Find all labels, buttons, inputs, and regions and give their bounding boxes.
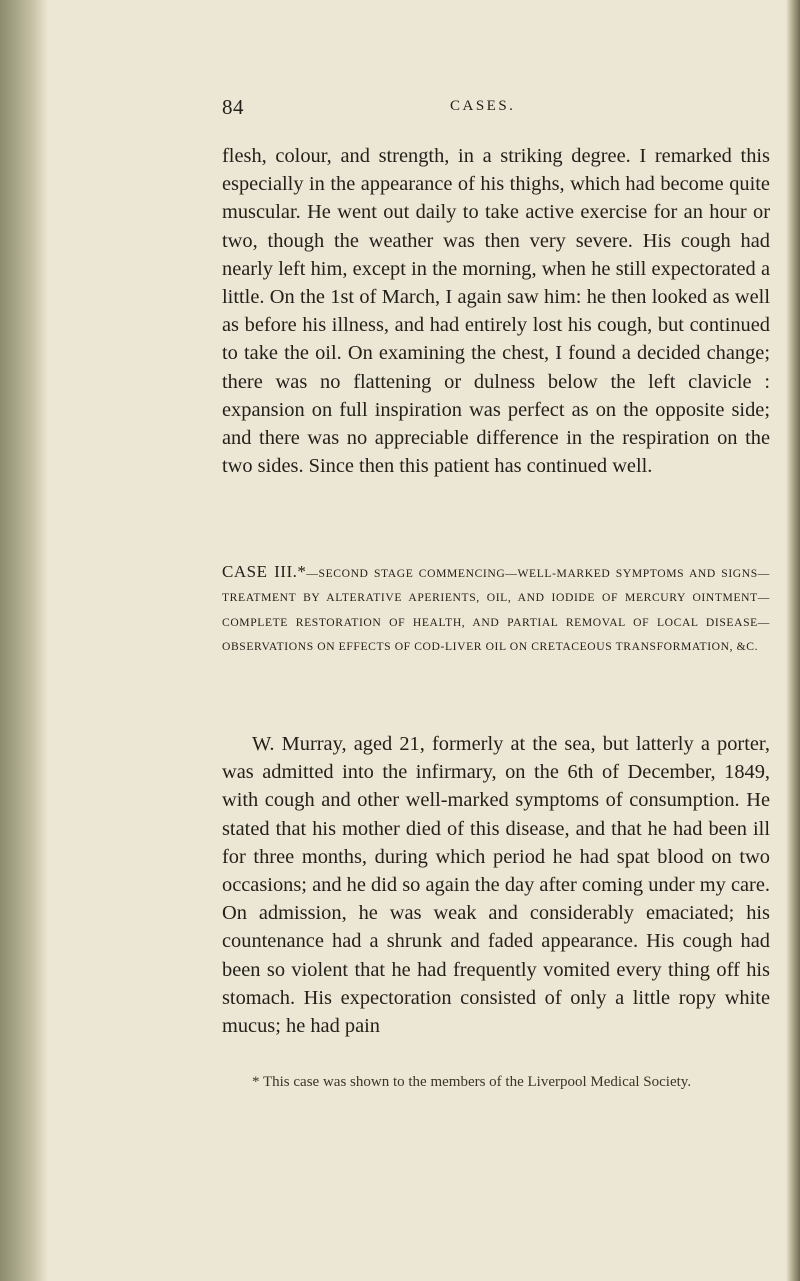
running-head: CASES. [450,98,516,114]
page-edge-shadow [786,0,800,1281]
body-paragraph-1-block [222,142,770,480]
body-paragraph-2-block [222,730,770,1040]
body-paragraph-2: W. Murray, aged 21, formerly at the sea, but latterly a porter, was admitted into the infirmary, on the 6th of December, 1849, with cough and other well-marked symptoms of consumption. He stated that his mother died of this disease, and that he had been ill for three months, during which period he had spat blood on two occasions; and he did so again the day after coming under my care. On admission, he was weak and considerably emaciated; his countenance had a shrunk and faded appearance. His cough had been so violent that he had frequently vomited every thing off his stomach. His expectoration consisted of only a little ropy white mucus; he had pain [222,733,770,1038]
page-header [222,95,582,125]
binding-shadow [0,0,48,1281]
page-number: 84 [222,95,244,119]
body-paragraph-1: flesh, colour, and strength, in a striking degree. I remarked this especially in the appearance of his thighs, which had become quite muscular. He went out daily to take active exercise for an hour or two, though the weather was then very severe. His cough had nearly left him, except in the morning, when he still expectorated a little. On the 1st of March, I again saw him: he then looked as well as before his illness, and had entirely lost his cough, but continued to take the oil. On examining the chest, I found a decided change; there was no flattening or dulness below the left clavicle : expansion on full inspiration was perfect as on the opposite side; and there was no appreciable difference in the respiration on the two sides. Since then this patient has continued well. [222,145,770,478]
footnote: * This case was shown to the members of the Liverpool Medical Society. [252,1074,692,1090]
case-heading-text: —SECOND STAGE COMMENCING—WELL-MARKED SYMPTOMS AND SIGNS—TREATMENT BY ALTERATIVE APERIENTS, OIL, AND IODIDE OF MERCURY OINTMENT—COMPLETE RESTORATION OF HEALTH, AND PARTIAL REMOVAL OF LOCAL DISEASE—OBSERVATIONS ON EFFECTS OF COD-LIVER OIL ON CRETACEOUS TRANSFORMATION, &C. [222,567,770,654]
case-heading [222,560,770,660]
case-label: CASE III.* [222,562,307,581]
